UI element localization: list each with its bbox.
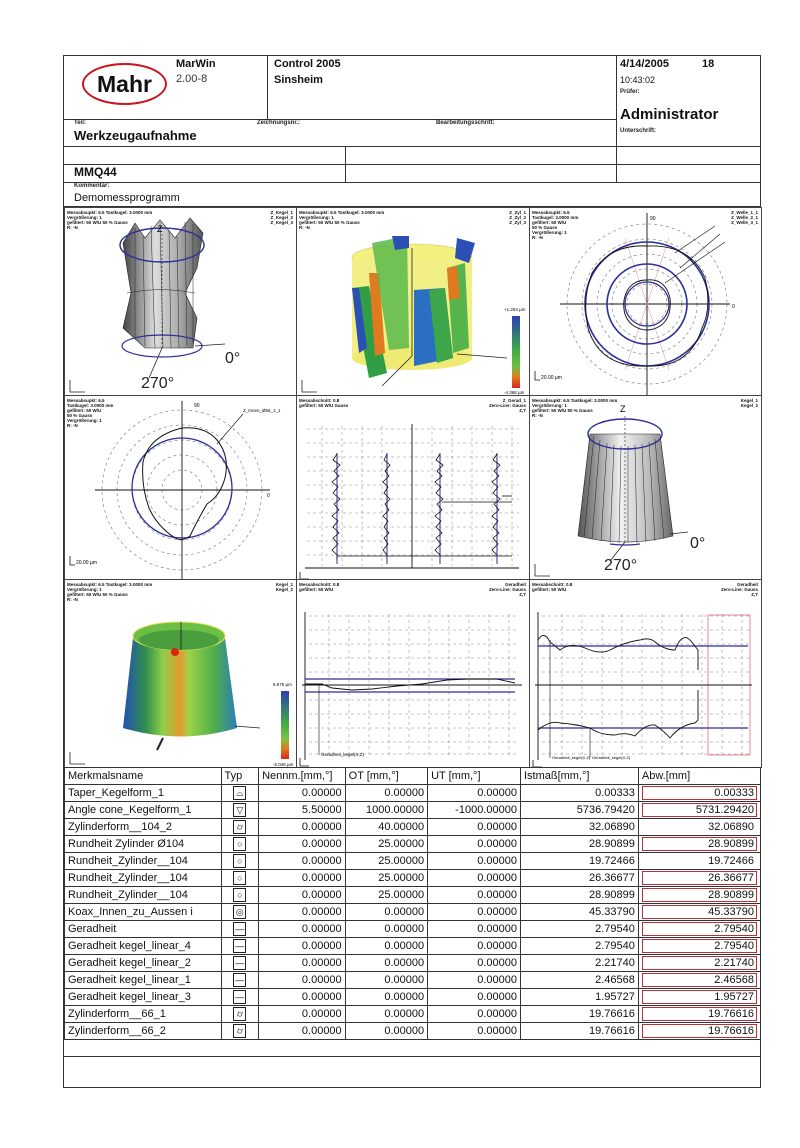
deviation-value: 19.76616 (642, 1007, 757, 1021)
graph-legend: Kegel_1 Kegel_2 (275, 582, 293, 592)
graph-legend: Geradheit Zero-Line: Gauss Z,T (720, 582, 758, 597)
graph-3d-cone-colormap (64, 579, 297, 768)
table-row (65, 971, 761, 988)
svg-text:270°: 270° (141, 375, 175, 392)
svg-text:0: 0 (267, 493, 270, 499)
lower-tolerance: 0.00000 (428, 937, 521, 954)
graph-legend: Z_Zyl_1 Z_Zyl_2 Z_Zyl_3 (509, 210, 526, 225)
cone-wireframe-plot (530, 396, 762, 580)
table-header-row (65, 768, 761, 785)
upper-tolerance: 0.00000 (345, 784, 427, 801)
graph-straightness-2 (529, 579, 762, 768)
table-row (65, 1005, 761, 1022)
actual-value: 32.06890 (520, 818, 638, 835)
nominal-value: 0.00000 (259, 937, 346, 954)
report-date: 4/14/2005 (620, 58, 669, 70)
lower-tolerance: 0.00000 (428, 835, 521, 852)
upper-tolerance: 0.00000 (345, 988, 427, 1005)
cylinder-colormap-plot (297, 208, 530, 396)
table-row (65, 801, 761, 818)
nominal-value: 0.00000 (259, 988, 346, 1005)
lower-tolerance: 0.00000 (428, 869, 521, 886)
graph-header: Messabsupkt: 6.5 Tastkugel: 3.0000 mm gefiltert: 50 W/U 50 % Gauss Vergrößerung: 1 R: -N (532, 210, 579, 240)
svg-text:-4.368 µm: -4.368 µm (504, 390, 525, 395)
lower-tolerance: 0.00000 (428, 971, 521, 988)
feature-name: Zylinderform__66_1 (65, 1005, 222, 1022)
feature-name: Rundheit_Zylinder__104 (65, 886, 222, 903)
feature-type-icon: ⌭ (233, 1007, 246, 1021)
svg-text:Z: Z (620, 404, 626, 414)
graph-legend: Z_Kegel_1 Z_Kegel_2 Z_Kegel_3 (270, 210, 293, 225)
actual-value: 28.90899 (520, 886, 638, 903)
zeichnung-label: Zeichnungsnr.: (257, 120, 301, 126)
nominal-value: 0.00000 (259, 852, 346, 869)
col-header-ut: UT [mm,°] (428, 768, 521, 785)
actual-value: 26.36677 (520, 869, 638, 886)
actual-value: 2.79540 (520, 920, 638, 937)
feature-type-icon: — (235, 991, 245, 1002)
svg-text:90: 90 (194, 403, 200, 409)
cone-colormap-plot (65, 580, 297, 768)
lower-tolerance: 0.00000 (428, 988, 521, 1005)
nominal-value: 0.00000 (259, 835, 346, 852)
svg-text:270°: 270° (604, 557, 638, 574)
upper-tolerance: 0.00000 (345, 937, 427, 954)
lower-tolerance: 0.00000 (428, 1005, 521, 1022)
graph-legend: Z_Gerad_1 Zero-Line: Gauss Z,T (488, 398, 526, 413)
svg-text:0: 0 (732, 304, 735, 310)
nominal-value: 5.50000 (259, 801, 346, 818)
svg-text:Z_Innen_Ø56_1_1: Z_Innen_Ø56_1_1 (243, 408, 281, 413)
col-header-typ: Typ (221, 768, 259, 785)
table-row (65, 852, 761, 869)
table-row (65, 988, 761, 1005)
upper-tolerance: 25.00000 (345, 835, 427, 852)
graph-header: Messabsupkt: 6.5 Tastkugel: 3.0000 mm Vergrößerung: 1 gefiltert: 50 W/U 50 % Gauss R: -N (67, 582, 153, 602)
bearbeitung-label: Bearbeitungsschritt: (436, 120, 495, 126)
feature-type-icon: ○ (233, 837, 246, 851)
feature-name: Geradheit kegel_linear_3 (65, 988, 222, 1005)
table-row (65, 818, 761, 835)
graph-straightness-1 (296, 579, 530, 768)
table-row (65, 903, 761, 920)
feature-name: Rundheit Zylinder Ø104 (65, 835, 222, 852)
actual-value: 45.33790 (520, 903, 638, 920)
page-number: 18 (702, 58, 715, 70)
feature-type-icon: — (235, 974, 245, 985)
graph-linear-profiles (296, 395, 530, 580)
upper-tolerance: 25.00000 (345, 852, 427, 869)
upper-tolerance: 25.00000 (345, 869, 427, 886)
teil-label: Teil: (74, 120, 86, 126)
table-row (65, 886, 761, 903)
feature-type-icon: ◎ (233, 905, 246, 919)
col-header-nennmass: Nennm.[mm,°] (259, 768, 346, 785)
table-row (65, 954, 761, 971)
kommentar-label: Kommentar: (74, 183, 110, 189)
deviation-value: 28.90899 (642, 837, 757, 851)
graph-header: Messabschnitt: 0.8 gefiltert: 50 W/U Gauss (299, 398, 349, 408)
feature-type-icon: — (235, 940, 245, 951)
feature-type-icon: — (235, 923, 245, 934)
nominal-value: 0.00000 (259, 1022, 346, 1039)
upper-tolerance: 0.00000 (345, 954, 427, 971)
graph-header: Messabsupkt: 6.5 Tastkugel: 3.0000 mm Vergrößerung: 1 gefiltert: 50 W/U 50 % Gauss R: -N (67, 210, 153, 230)
deviation-value: 2.21740 (642, 956, 757, 970)
software-name: MarWin (176, 58, 216, 70)
actual-value: 5736.79420 (520, 801, 638, 818)
svg-text:20.00 µm: 20.00 µm (541, 375, 562, 381)
linear-profile-plot (297, 396, 530, 580)
feature-name: Geradheit kegel_linear_4 (65, 937, 222, 954)
deviation-value: 19.76616 (642, 1024, 757, 1038)
nominal-value: 0.00000 (259, 886, 346, 903)
svg-text:Geradheit_kegel(X,Z): Geradheit_kegel(X,Z) (592, 755, 631, 760)
table-row (65, 920, 761, 937)
deviation-value: 45.33790 (642, 905, 757, 919)
graph-legend: Geradheit Zero-Line: Gauss Z,T (488, 582, 526, 597)
lower-tolerance: -1000.00000 (428, 801, 521, 818)
feature-type-icon: ⌓ (233, 786, 246, 800)
nominal-value: 0.00000 (259, 971, 346, 988)
graph-header: Messabsupkt: 6.5 Tastkugel: 3.0000 mm Vergrößerung: 1 gefiltert: 50 W/U 50 % Gauss R: -N (299, 210, 385, 230)
report-time: 10:43:02 (620, 75, 656, 85)
actual-value: 28.90899 (520, 835, 638, 852)
col-header-abweichung: Abw.[mm] (638, 768, 760, 785)
graph-legend: Z_Welle_1_1 Z_Welle_2_1 Z_Welle_3_1 (731, 210, 758, 225)
svg-text:90: 90 (650, 216, 656, 222)
table-row (65, 784, 761, 801)
actual-value: 1.95727 (520, 988, 638, 1005)
graph-polar-roundness-2 (64, 395, 297, 580)
feature-name: Rundheit_Zylinder__104 (65, 852, 222, 869)
deviation-value: 32.06890 (642, 820, 757, 834)
feature-name: Taper_Kegelform_1 (65, 784, 222, 801)
upper-tolerance: 0.00000 (345, 971, 427, 988)
actual-value: 19.76616 (520, 1022, 638, 1039)
pruefer-label: Prüfer: (620, 89, 640, 95)
col-header-ot: OT [mm,°] (345, 768, 427, 785)
graph-header: Messabsupkt: 6.5 Tastkugel: 3.0000 mm gefiltert: 50 W/U 50 % Gauss Vergrößerung: 1 R: -N (67, 398, 114, 428)
straightness-plot (530, 580, 762, 768)
feature-type-icon: ○ (233, 854, 246, 868)
unterschrift-label: Unterschrift: (620, 128, 657, 134)
kommentar-value: Demomessprogramm (74, 192, 180, 204)
svg-text:0°: 0° (225, 350, 241, 367)
nominal-value: 0.00000 (259, 869, 346, 886)
graph-header: Messabsupkt: 6.5 Tastkugel: 3.0000 mm Vergrößerung: 1 gefiltert: 50 W/U 50 % Gauss R: -N (532, 398, 618, 418)
actual-value: 19.72466 (520, 852, 638, 869)
feature-type-icon: — (235, 957, 245, 968)
upper-tolerance: 0.00000 (345, 903, 427, 920)
svg-text:+1.254 µm: +1.254 µm (504, 307, 526, 312)
svg-text:Z: Z (157, 224, 163, 234)
nominal-value: 0.00000 (259, 954, 346, 971)
svg-text:5.675 µm: 5.675 µm (273, 682, 292, 687)
deviation-value: 2.79540 (642, 939, 757, 953)
company-name: Control 2005 (274, 58, 341, 70)
svg-text:0°: 0° (690, 535, 706, 552)
actual-value: 0.00333 (520, 784, 638, 801)
nominal-value: 0.00000 (259, 903, 346, 920)
graph-3d-cone-wireframe (529, 395, 762, 580)
lower-tolerance: 0.00000 (428, 784, 521, 801)
lower-tolerance: 0.00000 (428, 920, 521, 937)
pruefer-name: Administrator (620, 106, 719, 123)
upper-tolerance: 0.00000 (345, 1005, 427, 1022)
table-row (65, 937, 761, 954)
feature-name: Zylinderform__66_2 (65, 1022, 222, 1039)
lower-tolerance: 0.00000 (428, 903, 521, 920)
nominal-value: 0.00000 (259, 784, 346, 801)
feature-type-icon: ⌭ (233, 1024, 246, 1038)
actual-value: 2.21740 (520, 954, 638, 971)
nominal-value: 0.00000 (259, 1005, 346, 1022)
deviation-value: 0.00333 (642, 786, 757, 800)
table-row (65, 1022, 761, 1039)
measurement-report-page (63, 55, 761, 1088)
upper-tolerance: 40.00000 (345, 818, 427, 835)
deviation-value: 2.46568 (642, 973, 757, 987)
feature-type-icon: ▽ (233, 803, 246, 817)
actual-value: 19.76616 (520, 1005, 638, 1022)
feature-name: Geradheit (65, 920, 222, 937)
lower-tolerance: 0.00000 (428, 954, 521, 971)
deviation-value: 19.72466 (642, 854, 757, 868)
svg-text:-5.046 µm: -5.046 µm (273, 762, 294, 767)
graph-3d-cylinder-wireframe (64, 207, 297, 396)
nominal-value: 0.00000 (259, 818, 346, 835)
feature-name: Geradheit kegel_linear_1 (65, 971, 222, 988)
deviation-value: 2.79540 (642, 922, 757, 936)
cylinder-wireframe-plot (65, 208, 297, 396)
graph-polar-roundness-1 (529, 207, 762, 396)
feature-name: Rundheit_Zylinder__104 (65, 869, 222, 886)
graph-3d-cylinder-colormap (296, 207, 530, 396)
feature-name: Zylinderform__104_2 (65, 818, 222, 835)
actual-value: 2.79540 (520, 937, 638, 954)
feature-name: Geradheit kegel_linear_2 (65, 954, 222, 971)
col-header-istmass: Istmaß[mm,°] (520, 768, 638, 785)
deviation-value: 28.90899 (642, 888, 757, 902)
feature-name: Angle cone_Kegelform_1 (65, 801, 222, 818)
teil-value: Werkzeugaufnahme (74, 128, 197, 143)
lower-tolerance: 0.00000 (428, 852, 521, 869)
deviation-value: 5731.29420 (642, 803, 757, 817)
feature-type-icon: ○ (233, 871, 246, 885)
nominal-value: 0.00000 (259, 920, 346, 937)
table-row (65, 869, 761, 886)
graph-header: Messabschnitt: 0.8 gefiltert: 50 W/U (532, 582, 573, 592)
lower-tolerance: 0.00000 (428, 1022, 521, 1039)
svg-text:Geradheit_kegel(X,Z): Geradheit_kegel(X,Z) (552, 755, 591, 760)
upper-tolerance: 1000.00000 (345, 801, 427, 818)
lower-tolerance: 0.00000 (428, 818, 521, 835)
results-table (64, 767, 761, 1040)
program-name: MMQ44 (74, 165, 117, 179)
lower-tolerance: 0.00000 (428, 886, 521, 903)
actual-value: 2.46568 (520, 971, 638, 988)
straightness-plot (297, 580, 530, 768)
svg-text:20.00 µm: 20.00 µm (76, 560, 97, 566)
feature-type-icon: ⌭ (233, 820, 246, 834)
deviation-value: 26.36677 (642, 871, 757, 885)
col-header-name: Merkmalsname (65, 768, 222, 785)
upper-tolerance: 0.00000 (345, 1022, 427, 1039)
deviation-value: 1.95727 (642, 990, 757, 1004)
table-row (65, 835, 761, 852)
svg-text:Geradheit_kegel(X,Z): Geradheit_kegel(X,Z) (321, 752, 365, 757)
company-location: Sinsheim (274, 74, 323, 86)
graph-header: Messabschnitt: 0.8 gefiltert: 50 W/U (299, 582, 340, 592)
feature-name: Koax_Innen_zu_Aussen i (65, 903, 222, 920)
feature-type-icon: ○ (233, 888, 246, 902)
upper-tolerance: 25.00000 (345, 886, 427, 903)
graph-legend: Kegel_1 Kegel_2 (740, 398, 758, 408)
upper-tolerance: 0.00000 (345, 920, 427, 937)
mahr-logo: Mahr (82, 63, 167, 105)
software-version: 2.00-8 (176, 73, 208, 85)
